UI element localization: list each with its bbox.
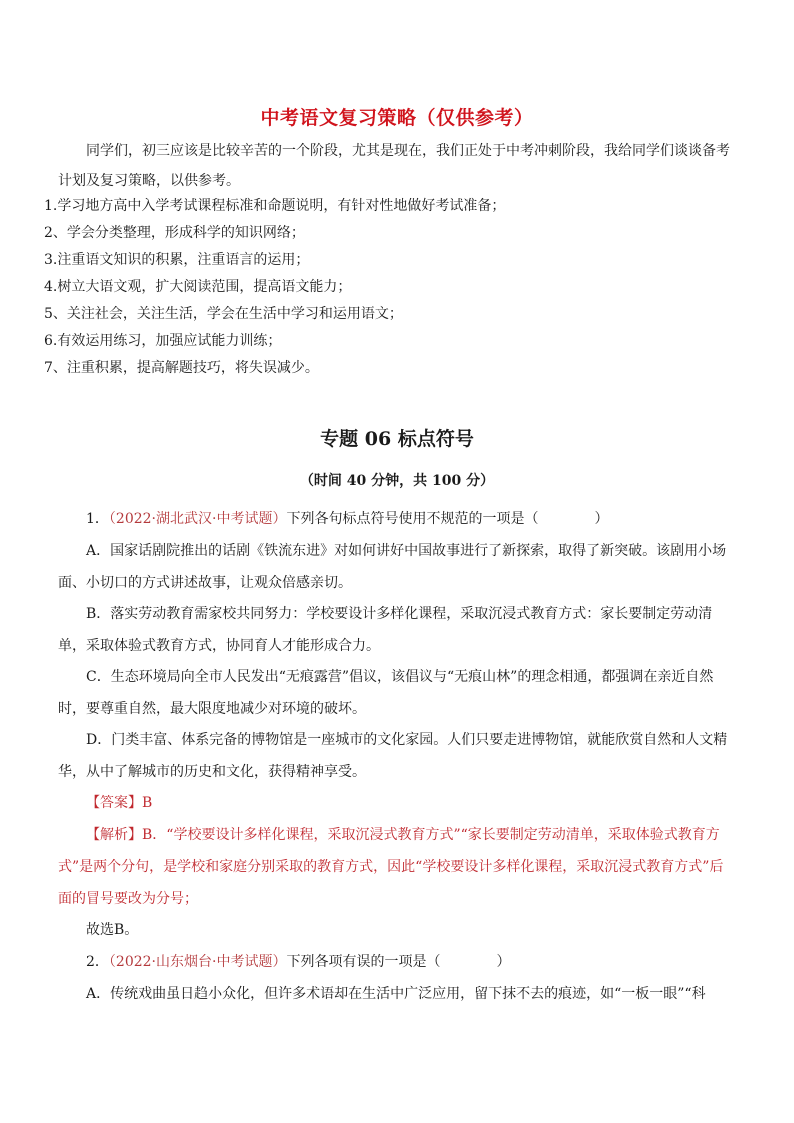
question-number: 2．: [86, 954, 109, 970]
strategy-tip: 1.学习地方高中入学考试课程标准和命题说明，有针对性地做好考试准备；: [44, 198, 506, 214]
section-title: 专题 06 标点符号: [320, 428, 474, 450]
strategy-tip: 2、学会分类整理，形成科学的知识网络；: [44, 225, 305, 241]
question-text: 下列各句标点符号使用不规范的一项是（: [286, 511, 539, 527]
question-text-end: ）: [594, 511, 609, 527]
question-1-stem: [58, 503, 734, 535]
strategy-tip: 3.注重语文知识的积累，注重语言的运用；: [44, 252, 310, 268]
strategy-tip: 6.有效运用练习，加强应试能力训练；: [44, 333, 282, 349]
strategy-tip: 5、关注社会，关注生活，学会在生活中学习和运用语文；: [44, 306, 403, 322]
question-source: （2022·湖北武汉·中考试题）: [108, 511, 287, 527]
question-2-option-a: A．传统戏曲虽日趋小众化，但许多术语却在生活中广泛应用，留下抹不去的痕迹，如“一板一眼”“科: [86, 986, 706, 1002]
question-number: 1．: [86, 511, 109, 527]
question-1-answer: 【答案】B: [86, 795, 153, 811]
question-1-option-a: A．国家话剧院推出的话剧《铁流东进》对如何讲好中国故事进行了新探索，取得了新突破。该剧用小场面、小切口的方式讲述故事，让观众倍感亲切。: [58, 543, 727, 591]
question-1-selection: 故选B。: [86, 922, 139, 938]
question-2-stem: [58, 946, 734, 978]
question-1-option-b: B．落实劳动教育需家校共同努力：学校要设计多样化课程，采取沉浸式教育方式：家长要制定劳动清单，采取体验式教育方式，协同育人才能形成合力。: [58, 606, 713, 654]
strategy-tip: 7、注重积累，提高解题技巧，将失误减少。: [44, 360, 319, 376]
strategy-intro: 同学们，初三应该是比较辛苦的一个阶段，尤其是现在，我们正处于中考冲刺阶段，我给同学们谈谈备考计划及复习策略，以供参考。: [58, 143, 730, 189]
question-text-end: ）: [496, 954, 511, 970]
question-1-analysis: 【解析】B．“学校要设计多样化课程，采取沉浸式教育方式”“家长要制定劳动清单，采取体验式教育方式”是两个分句，是学校和家庭分别采取的教育方式，因此“学校要设计多样化课程，采取沉浸式教育方式”后面的冒号要改为分号；: [58, 827, 724, 907]
strategy-tip: 4.树立大语文观，扩大阅读范围，提高语文能力；: [44, 279, 352, 295]
question-text: 下列各项有误的一项是（: [286, 954, 441, 970]
section-subtitle: （时间 40 分钟，共 100 分）: [299, 473, 495, 489]
question-source: （2022·山东烟台·中考试题）: [108, 954, 287, 970]
strategy-tips-list: [44, 193, 734, 382]
strategy-title: 中考语文复习策略（仅供参考）: [260, 107, 534, 129]
question-1-option-c: C．生态环境局向全市人民发出“无痕露营”倡议，该倡议与“无痕山林”的理念相通，都强调在亲近自然时，要尊重自然，最大限度地减少对环境的破坏。: [58, 669, 714, 717]
question-1-option-d: D．门类丰富、体系完备的博物馆是一座城市的文化家园。人们只要走进博物馆，就能欣赏自然和人文精华，从中了解城市的历史和文化，获得精神享受。: [58, 732, 728, 780]
